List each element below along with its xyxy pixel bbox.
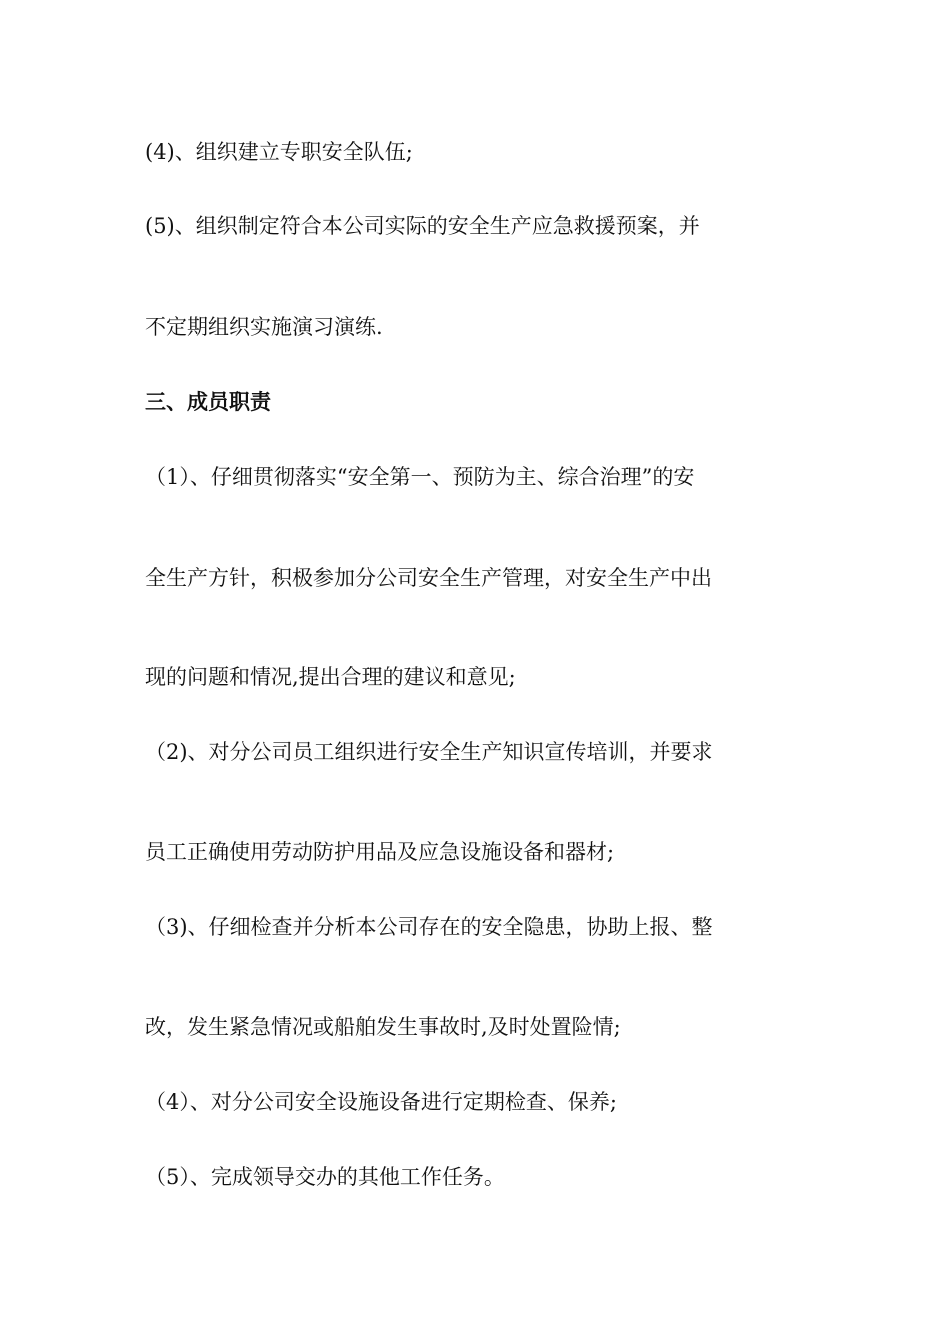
paragraph-line-10: 改，发生紧急情况或船舶发生事故时,及时处置险情; bbox=[145, 1015, 621, 1039]
paragraph-line-8: 员工正确使用劳动防护用品及应急设施设备和器材; bbox=[145, 840, 615, 864]
paragraph-line-6: 现的问题和情况,提出合理的建议和意见; bbox=[145, 665, 516, 689]
paragraph-line-7: （2)、对分公司员工组织进行安全生产知识宣传培训，并要求 bbox=[145, 740, 713, 764]
section-heading: 三、成员职责 bbox=[145, 389, 271, 414]
paragraph-line-12: （5）、完成领导交办的其他工作任务。 bbox=[145, 1165, 505, 1189]
paragraph-line-1: (4)、组织建立专职安全队伍; bbox=[145, 140, 413, 164]
paragraph-line-4: （1）、仔细贯彻落实“安全第一、预防为主、综合治理”的安 bbox=[145, 465, 695, 489]
paragraph-line-11: （4）、对分公司安全设施设备进行定期检查、保养; bbox=[145, 1090, 617, 1114]
paragraph-line-2: (5)、组织制定符合本公司实际的安全生产应急救援预案，并 bbox=[145, 214, 700, 238]
paragraph-line-3: 不定期组织实施演习演练. bbox=[145, 315, 383, 339]
paragraph-line-9: （3)、仔细检查并分析本公司存在的安全隐患，协助上报、整 bbox=[145, 915, 713, 939]
paragraph-line-5: 全生产方针，积极参加分公司安全生产管理，对安全生产中出 bbox=[145, 566, 712, 590]
